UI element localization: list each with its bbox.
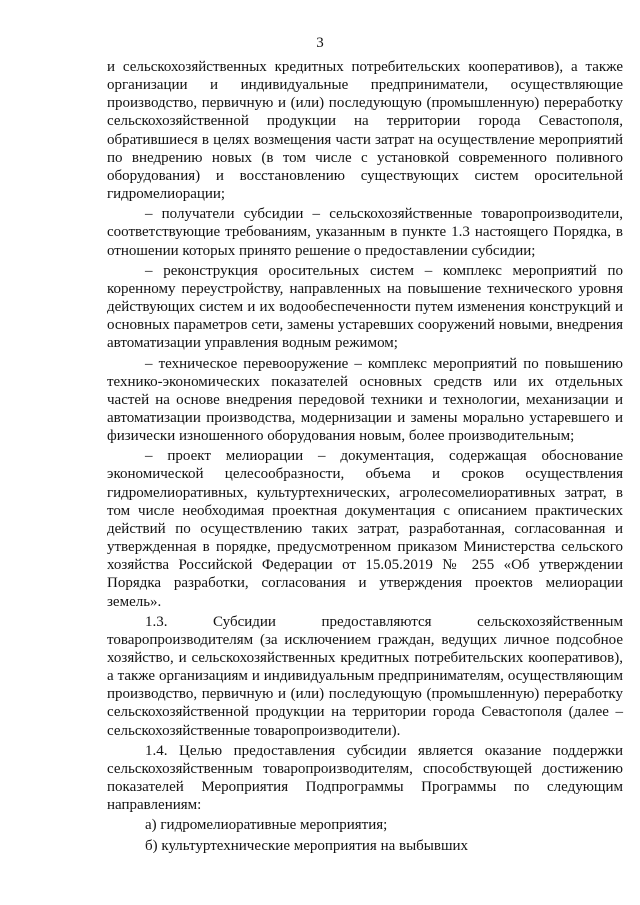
paragraph-definition-reconstruction: – реконструкция оросительных систем – комплекс мероприятий по коренному переустройству, направленных на повышение технического уровня действующих систем и их водообеспеченности путем изменения конструкций и основных параметров сети, замены устаревших сооружений новыми, внедрения автоматизации управления водным режимом; bbox=[107, 262, 623, 352]
paragraph-intro-continuation: и сельскохозяйственных кредитных потребительских кооперативов), а также организации и индивидуальные предприниматели, осуществляющие производство, первичную и (или) последующую (промышленную) переработку сельскохозяйственной продукции на территории города Севастополя, обратившиеся в целях возмещения части затрат на осуществление мероприятий по внедрению новых (в том числе с установкой современного поливного оборудования) и восстановлению существующих систем оросительной гидромелиорации; bbox=[107, 59, 623, 203]
paragraph-definition-project: – проект мелиорации – документация, содержащая обоснование экономической целесообразности, объема и сроков осуществления гидромелиоративных, культуртехнических, агролесомелиоративных затрат, в том числе необходимая проектная документация с описанием практических действий по осуществлению таких затрат, разработанная, согласованная и утвержденная в порядке, предусмотренном приказом Министерства сельского хозяйства Российской Федерации от 15.05.2019 № 255 «Об утверждении Порядка разработки, согласования и утверждения проектов мелиорации земель». bbox=[107, 448, 623, 610]
paragraph-section-1-3: 1.3. Субсидии предоставляются сельскохозяйственным товаропроизводителям (за исключением граждан, ведущих личное подсобное хозяйство, и сельскохозяйственных кредитных потребительских кооперативов), а также организациям и индивидуальным предпринимателям, осуществляющим производство, первичную и (или) последующую (промышленную) переработку сельскохозяйственной продукции на территории города Севастополя (далее – сельскохозяйственные товаропроизводители). bbox=[107, 613, 623, 739]
page-number: 3 bbox=[316, 35, 324, 51]
paragraph-definition-recipients: – получатели субсидии – сельскохозяйственные товаропроизводители, соответствующие требованиям, указанным в пункте 1.3 настоящего Порядка, в отношении которых принято решение о предоставлении субсидии; bbox=[107, 206, 623, 259]
paragraph-section-1-4: 1.4. Целью предоставления субсидии является оказание поддержки сельскохозяйственным товаропроизводителям, способствующей достижению показателей Мероприятия Подпрограммы Программы по следующим направлениям: bbox=[107, 742, 623, 814]
list-item-b: б) культуртехнические мероприятия на выбывших bbox=[145, 837, 469, 854]
paragraph-definition-reequipment: – техническое перевооружение – комплекс мероприятий по повышению технико-экономических показателей основных средств или их отдельных частей на основе внедрения передовой техники и технологии, механизации и автоматизации производства, модернизации и замены морально устаревшего и физически изношенного оборудования новым, более производительным; bbox=[107, 355, 623, 445]
document-body bbox=[107, 58, 623, 857]
list-item-a: а) гидромелиоративные мероприятия; bbox=[145, 817, 388, 834]
